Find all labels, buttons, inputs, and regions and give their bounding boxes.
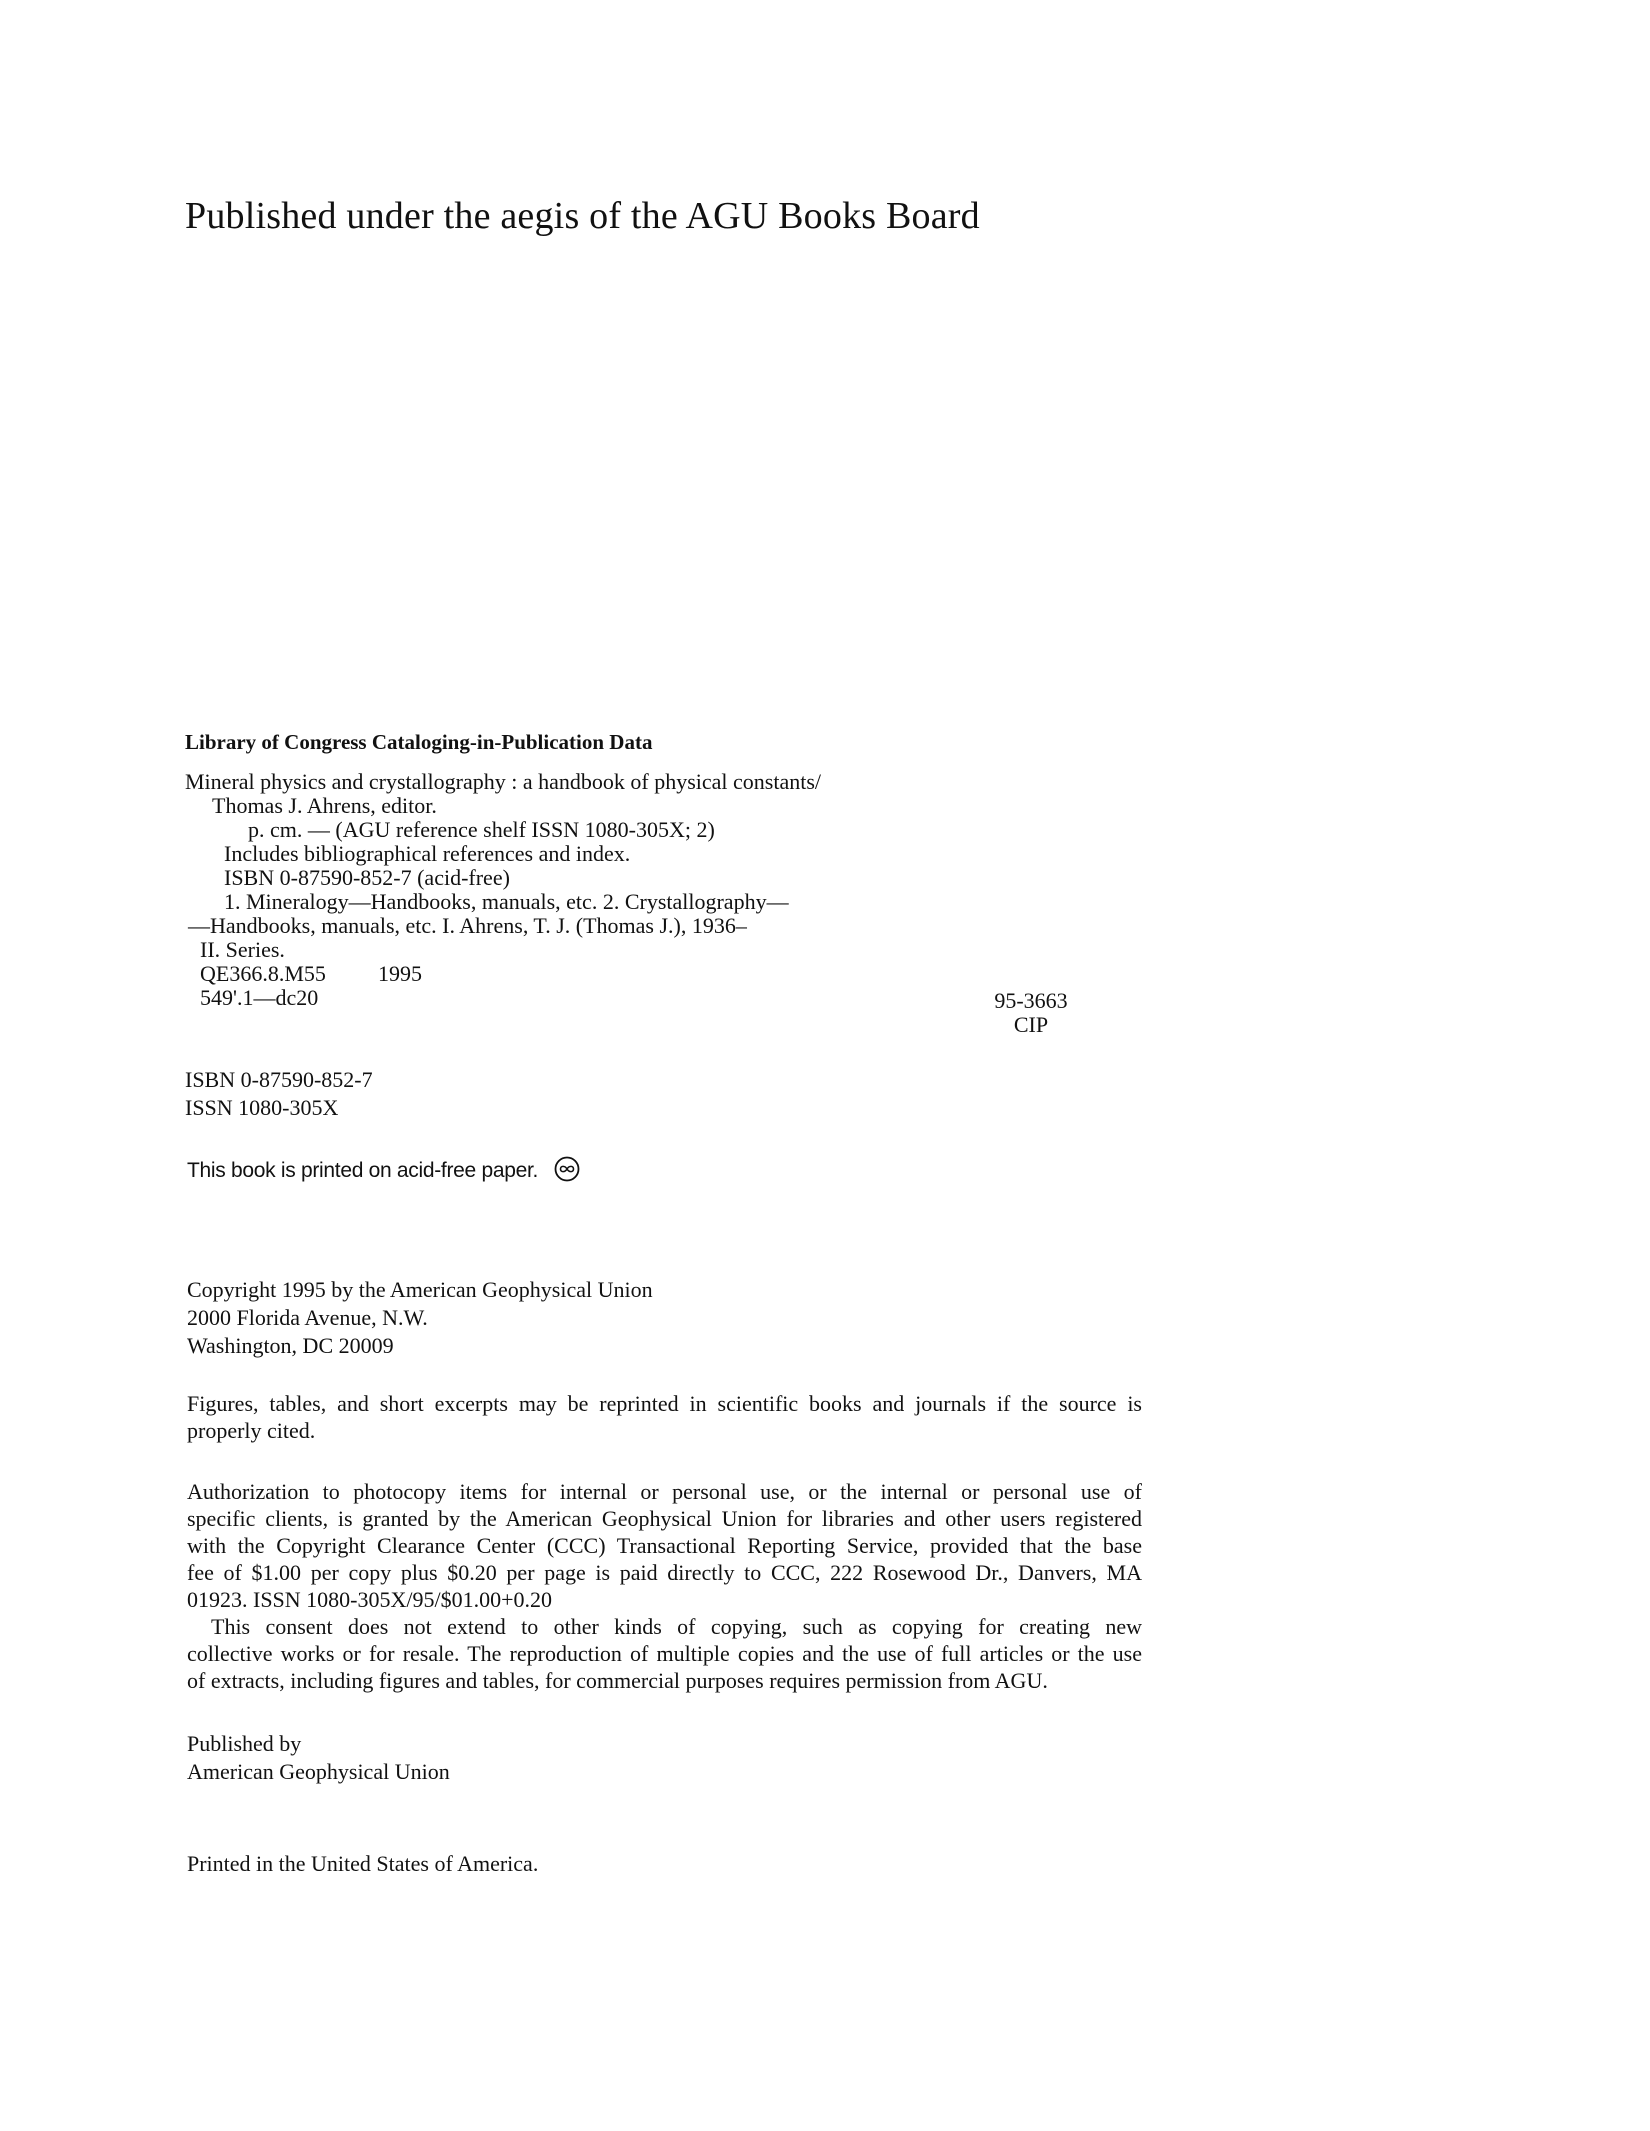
isbn: ISBN 0-87590-852-7 <box>185 1067 373 1092</box>
cip-line-isbn: ISBN 0-87590-852-7 (acid-free) <box>224 865 510 890</box>
authorization-paragraph <box>187 1478 1142 1694</box>
authorization-line: fee of $1.00 per copy plus $0.20 per page is paid directly to CCC, 222 Rosewood Dr., Danvers, MA <box>187 1560 1142 1585</box>
cip-line-series-number: II. Series. <box>200 937 285 962</box>
cip-line-call-number: QE366.8.M55 <box>200 961 326 986</box>
consent-line: collective works or for resale. The reproduction of multiple copies and the use of full articles or the use <box>187 1641 1142 1666</box>
cip-line-title: Mineral physics and crystallography : a handbook of physical constants/ <box>185 769 822 794</box>
publisher-name: American Geophysical Union <box>187 1759 450 1784</box>
reprint-notice-line: Figures, tables, and short excerpts may be reprinted in scientific books and journals if the source is <box>187 1391 1142 1416</box>
cip-line-dewey: 549'.1—dc20 <box>200 985 319 1010</box>
authorization-line: Authorization to photocopy items for internal or personal use, or the internal or personal use of <box>187 1479 1142 1504</box>
cip-line-editor: Thomas J. Ahrens, editor. <box>212 793 437 818</box>
published-by-label: Published by <box>187 1731 302 1756</box>
cip-line-year: 1995 <box>378 961 422 986</box>
consent-line: This consent does not extend to other kinds of copying, such as copying for creating new <box>211 1614 1142 1639</box>
aegis-statement: Published under the aegis of the AGU Books Board <box>185 195 980 237</box>
cip-line-subjects-cont: —Handbooks, manuals, etc. I. Ahrens, T. J. (Thomas J.), 1936– <box>188 913 747 938</box>
authorization-line: with the Copyright Clearance Center (CCC) Transactional Reporting Service, provided that the base <box>187 1533 1142 1558</box>
reprint-notice-line: properly cited. <box>187 1418 316 1443</box>
cip-heading: Library of Congress Cataloging-in-Publication Data <box>185 730 653 754</box>
acid-free-text: This book is printed on acid-free paper. <box>187 1159 539 1182</box>
cip-line-series: p. cm. — (AGU reference shelf ISSN 1080-305X; 2) <box>248 817 715 842</box>
copyright-address: 2000 Florida Avenue, N.W. <box>187 1305 428 1330</box>
cip-lccn: 95-3663 <box>994 988 1068 1013</box>
authorization-line: 01923. ISSN 1080-305X/95/$01.00+0.20 <box>187 1587 553 1612</box>
cip-line-subjects: 1. Mineralogy—Handbooks, manuals, etc. 2. Crystallography— <box>224 889 789 914</box>
acid-free-statement <box>187 1156 580 1183</box>
acid-free-paper-infinity-icon <box>554 1156 580 1182</box>
reprint-notice <box>187 1390 1142 1444</box>
copyright-city: Washington, DC 20009 <box>187 1333 394 1358</box>
cip-line-bibliography: Includes bibliographical references and index. <box>224 841 631 866</box>
copyright-line: Copyright 1995 by the American Geophysical Union <box>187 1277 653 1302</box>
cip-label: CIP <box>1013 1012 1049 1037</box>
issn: ISSN 1080-305X <box>185 1095 339 1120</box>
printed-in-statement: Printed in the United States of America. <box>187 1851 539 1876</box>
consent-line: of extracts, including figures and tables, for commercial purposes requires permission from AGU. <box>187 1668 1048 1693</box>
authorization-line: specific clients, is granted by the American Geophysical Union for libraries and other users registered <box>187 1506 1142 1531</box>
